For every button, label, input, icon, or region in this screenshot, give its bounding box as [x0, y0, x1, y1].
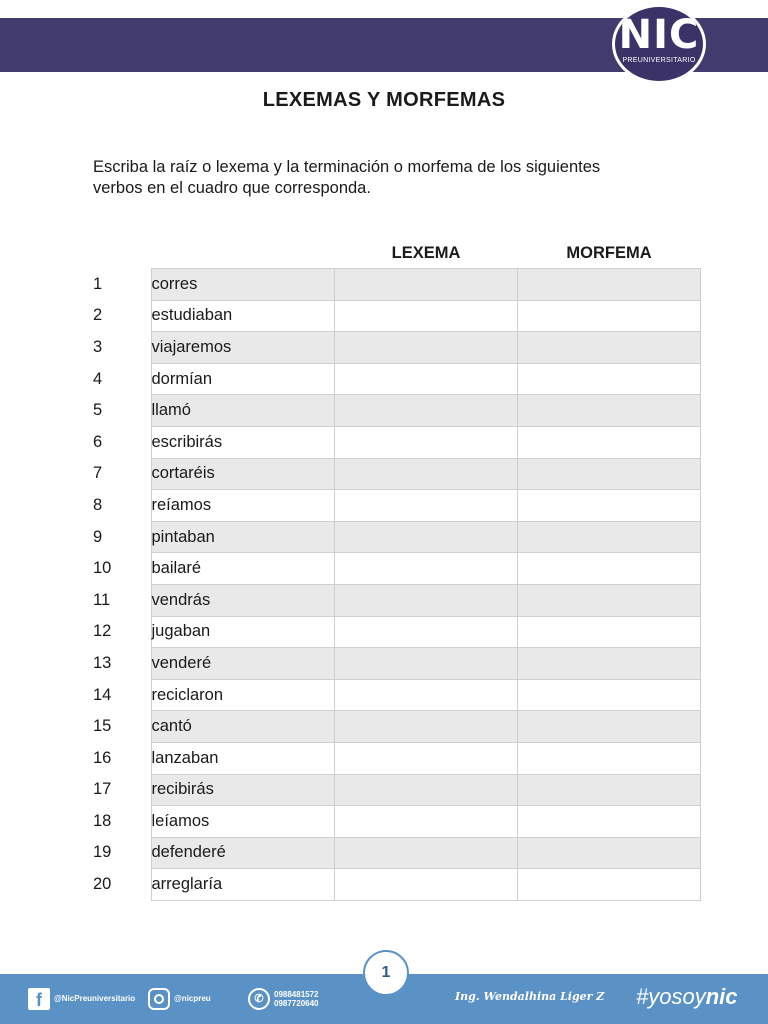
- lexema-answer-cell[interactable]: [334, 869, 517, 901]
- table-row: [93, 616, 700, 648]
- morfema-answer-cell[interactable]: [517, 742, 700, 774]
- table-row: [93, 553, 700, 585]
- morfema-answer-cell[interactable]: [517, 553, 700, 585]
- logo-subtitle: PREUNIVERSITARIO: [622, 57, 696, 64]
- table-row: [93, 584, 700, 616]
- hashtag-brand: nic: [705, 984, 738, 1009]
- verb-cell: leíamos: [151, 806, 334, 838]
- verb-cell: venderé: [151, 648, 334, 680]
- morfema-column-header: MORFEMA: [566, 244, 652, 262]
- table-row: [93, 300, 700, 332]
- table-row: [93, 332, 700, 364]
- table-row: [93, 774, 700, 806]
- lexema-answer-cell[interactable]: [334, 837, 517, 869]
- row-number: 10: [93, 559, 112, 578]
- verb-cell: reciclaron: [151, 679, 334, 711]
- morfema-answer-cell[interactable]: [517, 521, 700, 553]
- morfema-answer-cell[interactable]: [517, 806, 700, 838]
- row-number: 11: [93, 590, 111, 609]
- lexema-answer-cell[interactable]: [334, 426, 517, 458]
- table-row: [93, 711, 700, 743]
- row-number: 7: [93, 464, 103, 483]
- facebook-text: @NicPreuniversitario: [54, 994, 136, 1004]
- row-number: 20: [93, 875, 112, 894]
- lexema-answer-cell[interactable]: [334, 300, 517, 332]
- instagram-text: @nicpreu: [174, 994, 211, 1004]
- morfema-answer-cell[interactable]: [517, 395, 700, 427]
- verb-cell: lanzaban: [151, 742, 334, 774]
- hashtag-prefix: #yosoy: [636, 984, 706, 1009]
- morfema-answer-cell[interactable]: [517, 679, 700, 711]
- row-number: 8: [93, 495, 103, 514]
- lexema-answer-cell[interactable]: [334, 332, 517, 364]
- morfema-answer-cell[interactable]: [517, 584, 700, 616]
- verb-cell: cantó: [151, 711, 334, 743]
- row-number: 15: [93, 717, 112, 736]
- row-number: 6: [93, 432, 103, 451]
- row-number: 19: [93, 843, 112, 862]
- morfema-answer-cell[interactable]: [517, 363, 700, 395]
- morfema-answer-cell[interactable]: [517, 269, 700, 301]
- morfema-answer-cell[interactable]: [517, 774, 700, 806]
- lexema-answer-cell[interactable]: [334, 553, 517, 585]
- table-row: [93, 269, 700, 301]
- table-row: [93, 648, 700, 680]
- lexema-answer-cell[interactable]: [334, 648, 517, 680]
- morfema-answer-cell[interactable]: [517, 869, 700, 901]
- table-row: [93, 363, 700, 395]
- morfema-answer-cell[interactable]: [517, 648, 700, 680]
- facebook-icon: f: [28, 988, 50, 1010]
- lexema-answer-cell[interactable]: [334, 774, 517, 806]
- verb-cell: estudiaban: [151, 300, 334, 332]
- table-row: [93, 426, 700, 458]
- lexema-answer-cell[interactable]: [334, 269, 517, 301]
- table-row: [93, 521, 700, 553]
- hashtag: [636, 984, 738, 1010]
- table-row: [93, 742, 700, 774]
- morfema-answer-cell[interactable]: [517, 711, 700, 743]
- whatsapp-contact: [248, 988, 319, 1010]
- instagram-handle: [148, 988, 211, 1010]
- lexema-answer-cell[interactable]: [334, 363, 517, 395]
- lexema-answer-cell[interactable]: [334, 521, 517, 553]
- lexema-answer-cell[interactable]: [334, 711, 517, 743]
- row-number: 5: [93, 401, 103, 420]
- verb-cell: defenderé: [151, 837, 334, 869]
- verb-cell: viajaremos: [151, 332, 334, 364]
- verb-cell: vendrás: [151, 584, 334, 616]
- verb-cell: recibirás: [151, 774, 334, 806]
- page-title: LEXEMAS Y MORFEMAS: [262, 89, 506, 111]
- lexema-answer-cell[interactable]: [334, 584, 517, 616]
- row-number: 2: [93, 306, 103, 325]
- row-number: 18: [93, 811, 112, 830]
- instructions: [93, 157, 693, 199]
- morfema-answer-cell[interactable]: [517, 490, 700, 522]
- verb-cell: jugaban: [151, 616, 334, 648]
- verbs-table: [93, 268, 701, 901]
- whatsapp-icon: ✆: [248, 988, 270, 1010]
- lexema-answer-cell[interactable]: [334, 742, 517, 774]
- morfema-answer-cell[interactable]: [517, 458, 700, 490]
- verb-cell: cortaréis: [151, 458, 334, 490]
- table-row: [93, 869, 700, 901]
- verb-cell: llamó: [151, 395, 334, 427]
- table-row: [93, 837, 700, 869]
- row-number: 3: [93, 337, 103, 356]
- instructions-line-1: Escriba la raíz o lexema y la terminación o morfema de los siguientes: [93, 158, 601, 176]
- row-number: 13: [93, 653, 112, 672]
- instagram-icon: [148, 988, 170, 1010]
- lexema-column-header: LEXEMA: [391, 244, 461, 262]
- row-number: 1: [93, 274, 103, 293]
- table-row: [93, 806, 700, 838]
- lexema-answer-cell[interactable]: [334, 458, 517, 490]
- page-number: 1: [363, 950, 409, 996]
- table-row: [93, 490, 700, 522]
- table-row: [93, 679, 700, 711]
- verb-cell: bailaré: [151, 553, 334, 585]
- verb-cell: corres: [151, 269, 334, 301]
- table-row: [93, 458, 700, 490]
- verb-cell: pintaban: [151, 521, 334, 553]
- row-number: 14: [93, 685, 112, 704]
- verb-cell: dormían: [151, 363, 334, 395]
- facebook-handle: [28, 988, 135, 1010]
- author-name: Ing. Wendalhina Liger Z: [455, 990, 605, 1003]
- phone-2: 0987720640: [274, 999, 319, 1008]
- table-row: [93, 395, 700, 427]
- morfema-answer-cell[interactable]: [517, 616, 700, 648]
- morfema-answer-cell[interactable]: [517, 426, 700, 458]
- lexema-answer-cell[interactable]: [334, 679, 517, 711]
- row-number: 9: [93, 527, 103, 546]
- row-number: 17: [93, 780, 112, 799]
- lexema-answer-cell[interactable]: [334, 806, 517, 838]
- morfema-answer-cell[interactable]: [517, 332, 700, 364]
- morfema-answer-cell[interactable]: [517, 837, 700, 869]
- verb-cell: reíamos: [151, 490, 334, 522]
- row-number: 16: [93, 748, 112, 767]
- row-number: 4: [93, 369, 103, 388]
- lexema-answer-cell[interactable]: [334, 490, 517, 522]
- verb-cell: escribirás: [151, 426, 334, 458]
- row-number: 12: [93, 622, 112, 641]
- morfema-answer-cell[interactable]: [517, 300, 700, 332]
- phone-1: 0988481572: [274, 990, 319, 999]
- lexema-answer-cell[interactable]: [334, 616, 517, 648]
- instructions-line-2: verbos en el cuadro que corresponda.: [93, 179, 371, 197]
- logo-text: NIC: [618, 12, 700, 58]
- verb-cell: arreglaría: [151, 869, 334, 901]
- nic-logo: [612, 4, 706, 84]
- lexema-answer-cell[interactable]: [334, 395, 517, 427]
